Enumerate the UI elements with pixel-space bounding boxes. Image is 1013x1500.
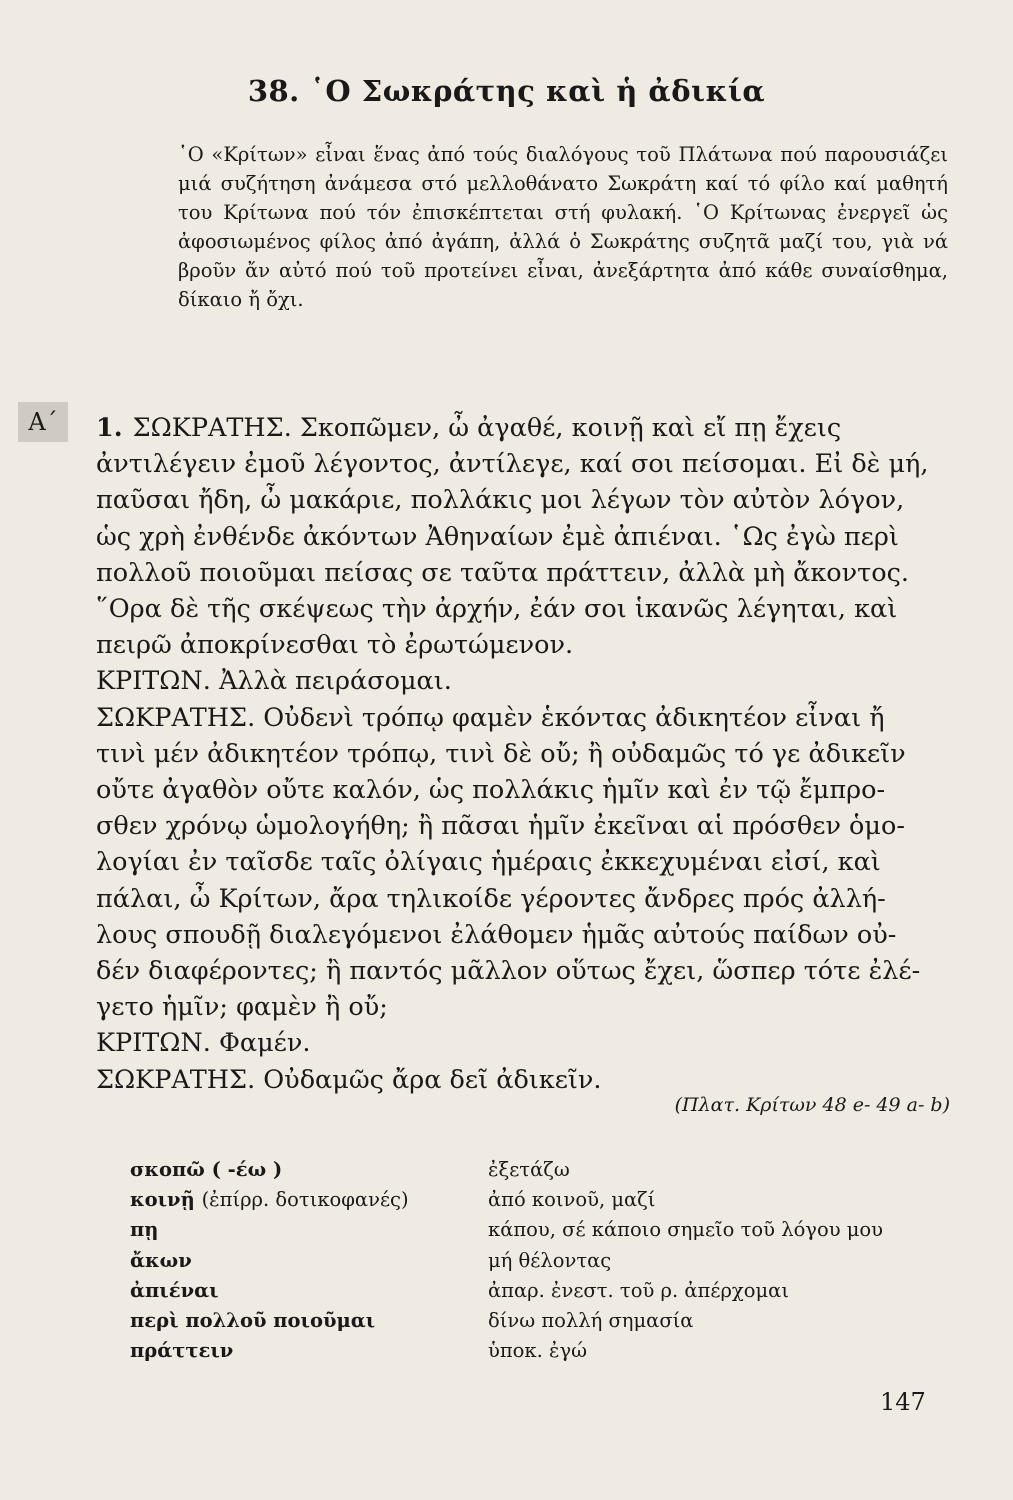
passage-line: ΣΩΚΡΑΤΗΣ. Οὐδαμῶς ἄρα δεῖ ἀδικεῖν.	[96, 1064, 602, 1095]
glossary-row	[130, 1276, 950, 1306]
glossary-term: σκοπῶ ( -έω )	[130, 1158, 283, 1181]
page-number: 147	[880, 1388, 926, 1416]
passage-line: παῦσαι ἤδη, ὦ μακάριε, πολλάκις μοι λέγων τὸν αὐτὸν λόγον,	[96, 485, 905, 516]
glossary-definition: δίνω πολλή σημασία	[488, 1309, 694, 1333]
greek-passage	[96, 410, 956, 1098]
glossary-row	[130, 1306, 950, 1336]
passage-line: ΚΡΙΤΩΝ. Ἀλλὰ πειράσομαι.	[96, 666, 452, 697]
passage-line: λους σπουδῇ διαλεγόμενοι ἐλάθομεν ἡμᾶς αὐτούς παίδων οὐ-	[96, 919, 897, 950]
passage-line: οὔτε ἀγαθὸν οὔτε καλόν, ὡς πολλάκις ἡμῖν καὶ ἐν τῷ ἔμπρο-	[96, 775, 886, 806]
passage-line: δέν διαφέροντες; ἢ παντός μᾶλλον οὕτως ἔχει, ὥσπερ τότε ἐλέ-	[96, 956, 921, 987]
passage-number: 1.	[96, 413, 123, 443]
passage-line: πολλοῦ ποιοῦμαι πείσας σε ταῦτα πράττειν, ἀλλὰ μὴ ἄκοντος.	[96, 557, 910, 588]
passage-line: ῞Ορα δὲ τῆς σκέψεως τὴν ἀρχήν, ἐάν σοι ἱκανῶς λέγηται, καὶ	[96, 594, 898, 625]
glossary-definition: κάπου, σέ κάποιο σημεῖο τοῦ λόγου μου	[488, 1218, 884, 1242]
passage-line: σθεν χρόνῳ ὡμολογήθη; ἢ πᾶσαι ἡμῖν ἐκεῖναι αἱ πρόσθεν ὁμο-	[96, 811, 905, 842]
passage-line: 1. ΣΩΚΡΑΤΗΣ. Σκοπῶμεν, ὦ ἀγαθέ, κοινῇ καὶ εἴ πῃ ἔχεις	[96, 413, 842, 443]
source-citation: (Πλατ. Κρίτων 48 e- 49 a- b)	[674, 1094, 950, 1116]
glossary-term: ἄκων	[130, 1248, 192, 1272]
passage-line: ΣΩΚΡΑΤΗΣ. Οὐδενὶ τρόπῳ φαμὲν ἑκόντας ἀδικητέον εἶναι ἤ	[96, 702, 885, 733]
passage-line: ἀντιλέγειν ἐμοῦ λέγοντος, ἀντίλεγε, καί σοι πείσομαι. Εἰ δὲ μή,	[96, 449, 929, 480]
glossary-term: πῃ	[130, 1218, 159, 1242]
passage-line: γετο ἡμῖν; φαμὲν ἢ οὔ;	[96, 992, 388, 1023]
glossary-term: ἀπιέναι	[130, 1278, 219, 1302]
glossary-definition: ἀπαρ. ἐνεστ. τοῦ ρ. ἀπέρχομαι	[488, 1278, 789, 1302]
glossary-definition: μή θέλοντας	[488, 1248, 612, 1272]
glossary	[130, 1155, 950, 1366]
glossary-row	[130, 1155, 950, 1185]
glossary-term: περὶ πολλοῦ ποιοῦμαι	[130, 1309, 376, 1333]
passage-line: λογίαι ἐν ταῖσδε ταῖς ὀλίγαις ἡμέραις ἐκκεχυμέναι εἰσί, καὶ	[96, 847, 881, 878]
glossary-term: κοινῇ (ἐπίρρ. δοτικοφανές)	[130, 1188, 409, 1212]
chapter-title: 38. ῾Ο Σωκράτης καὶ ἡ ἀδικία	[247, 74, 766, 108]
glossary-row	[130, 1246, 950, 1276]
glossary-row	[130, 1185, 950, 1215]
intro-paragraph: ῾Ο «Κρίτων» εἶναι ἕνας ἀπό τούς διαλόγους τοῦ Πλάτωνα πού παρουσιάζει μιά συζήτηση ἀνάμεσα στό μελλοθάνατο Σωκράτη καί τό φίλο καί μαθητή του Κρίτωνα πού τόν ἐπισκέπτεται στή φυλακή. ῾Ο Κρίτωνας ἐνεργεῖ ὡς ἀφοσιωμένος φίλος ἀπό ἀγάπη, ἀλλά ὁ Σωκράτης συζητᾶ μαζί του, γιὰ νά βροῦν ἄν αὐτό πού τοῦ προτείνει εἶναι, ἀνεξάρτητα ἀπό κάθε συναίσθημα, δίκαιο ἤ ὄχι.	[178, 143, 948, 311]
passage-line: πάλαι, ὦ Κρίτων, ἄρα τηλικοίδε γέροντες ἄνδρες πρός ἀλλή-	[96, 883, 886, 914]
glossary-definition: ἐξετάζω	[488, 1158, 570, 1181]
glossary-definition: ὑποκ. ἐγώ	[488, 1339, 588, 1363]
glossary-definition: ἀπό κοινοῦ, μαζί	[488, 1188, 656, 1212]
passage-line: πειρῶ ἀποκρίνεσθαι τὸ ἐρωτώμενον.	[96, 630, 574, 661]
glossary-row	[130, 1215, 950, 1245]
glossary-row	[130, 1336, 950, 1366]
passage-line: ΚΡΙΤΩΝ. Φαμέν.	[96, 1028, 311, 1059]
passage-line: ὡς χρὴ ἐνθένδε ἀκόντων Ἀθηναίων ἐμὲ ἀπιέναι. ῾Ως ἐγὼ περὶ	[96, 521, 899, 552]
passage-line: τινὶ μέν ἀδικητέον τρόπῳ, τινὶ δὲ οὔ; ἢ οὐδαμῶς τό γε ἀδικεῖν	[96, 738, 906, 769]
glossary-term: πράττειν	[130, 1339, 234, 1363]
section-marker: Α΄	[18, 402, 68, 442]
